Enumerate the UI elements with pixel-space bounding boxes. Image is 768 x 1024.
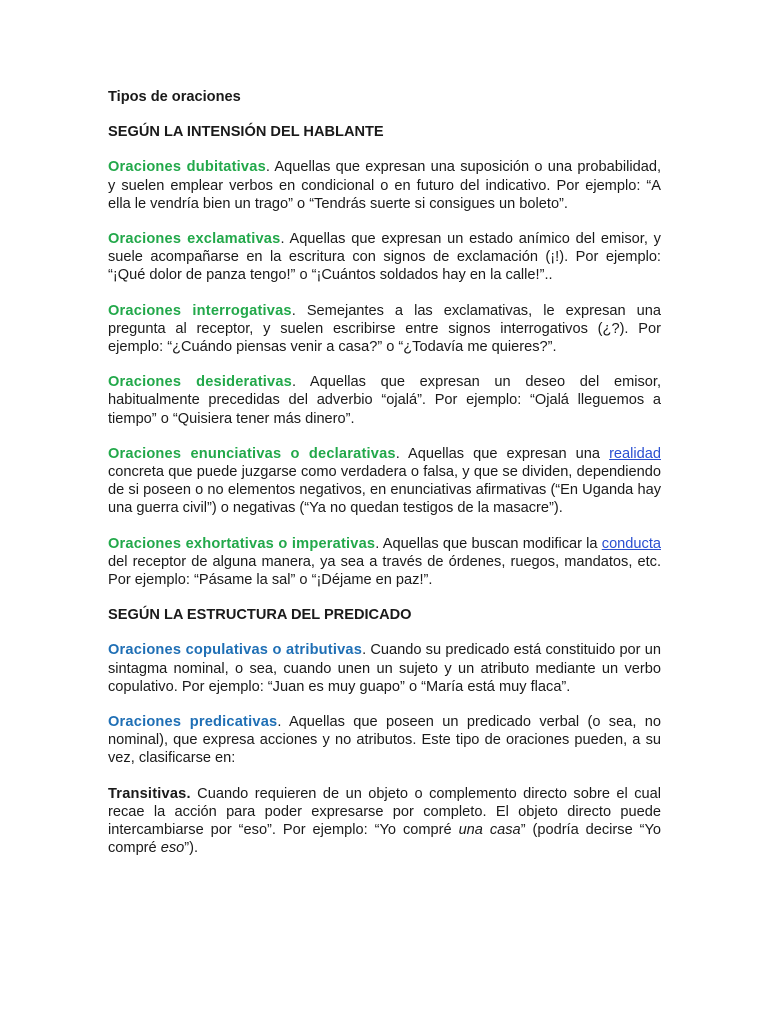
text-exhortativas-a: . Aquellas que buscan modificar la xyxy=(375,535,602,552)
section-heading-intension: SEGÚN LA INTENSIÓN DEL HABLANTE xyxy=(108,124,384,141)
paragraph-predicativas xyxy=(108,713,661,768)
paragraph-interrogativas xyxy=(108,302,661,357)
link-realidad[interactable]: realidad xyxy=(609,445,661,462)
term-exhortativas: Oraciones exhortativas o imperativas xyxy=(108,535,376,552)
document-title: Tipos de oraciones xyxy=(108,89,241,105)
text-interrogativas: . Semejantes a las exclamativas, le expresan una pregunta al receptor, y suelen escribirse entre signos interrogativos (¿?). Por ejemplo: “¿Cuándo piensas venir a casa?” o “¿Todavía me quieres?”. xyxy=(108,302,662,356)
text-enunciativas-a: . Aquellas que expresan una xyxy=(395,445,610,462)
text-exhortativas-b: del receptor de alguna manera, ya sea a través de órdenes, ruegos, mandatos, etc. Por ejemplo: “Pásame la sal” o “¡Déjame en paz!”. xyxy=(108,553,661,589)
paragraph-exhortativas xyxy=(108,535,661,590)
paragraph-desiderativas xyxy=(108,373,661,428)
term-enunciativas: Oraciones enunciativas o declarativas xyxy=(108,445,396,462)
paragraph-copulativas xyxy=(108,641,661,696)
text-desiderativas: . Aquellas que expresan un deseo del emisor, habitualmente precedidas del adverbio “ojalá”. Por ejemplo: “Ojalá lleguemos a tiempo” o “Quisiera tener más dinero”. xyxy=(108,374,661,427)
term-dubitativas: Oraciones dubitativas xyxy=(108,159,266,176)
document-page xyxy=(108,88,661,875)
paragraph-transitivas xyxy=(108,785,661,858)
text-copulativas: . Cuando su predicado está constituido por un sintagma nominal, o sea, cuando unen un sujeto y un atributo mediante un verbo copulativo. Por ejemplo: “Juan es muy guapo” o “María está muy flaca”. xyxy=(108,642,661,695)
text-transitivas-italic-1: una casa xyxy=(458,822,521,839)
term-desiderativas: Oraciones desiderativas xyxy=(108,374,292,391)
text-transitivas-italic-2: eso xyxy=(160,840,185,857)
term-transitivas: Transitivas. xyxy=(108,785,191,802)
paragraph-exclamativas xyxy=(108,230,661,285)
text-predicativas: . Aquellas que poseen un predicado verbal (o sea, no nominal), que expresa acciones y no atributos. Este tipo de oraciones pueden, a su vez, clasificarse en: xyxy=(108,714,661,767)
text-transitivas-b: ” (podría decirse “Yo compré xyxy=(108,822,662,857)
paragraph-enunciativas xyxy=(108,445,661,518)
term-interrogativas: Oraciones interrogativas xyxy=(108,302,292,319)
term-predicativas: Oraciones predicativas xyxy=(108,714,278,731)
section-heading-predicado: SEGÚN LA ESTRUCTURA DEL PREDICADO xyxy=(108,607,412,624)
text-transitivas-a: Cuando requieren de un objeto o complemento directo sobre el cual recae la acción para poder expresarse por completo. El objeto directo puede intercambiarse por “eso”. Por ejemplo: “Yo compré xyxy=(108,785,661,839)
text-enunciativas-b: concreta que puede juzgarse como verdadera o falsa, y que se dividen, dependiendo de si poseen o no elementos negativos, en enunciativas afirmativas (“En Uganda hay una guerra civil”) o negativas (“Ya no quedan testigos de la masacre”). xyxy=(108,464,661,517)
term-copulativas: Oraciones copulativas o atributivas xyxy=(108,642,363,659)
term-exclamativas: Oraciones exclamativas xyxy=(108,231,281,248)
text-transitivas-c: ”). xyxy=(184,840,199,857)
link-conducta[interactable]: conducta xyxy=(601,535,661,552)
text-exclamativas: . Aquellas que expresan un estado anímico del emisor, y suele acompañarse en la escritura con signos de exclamación (¡!). Por ejemplo: “¡Qué dolor de panza tengo!” o “¡Cuántos soldados hay en la calle!”.. xyxy=(108,231,661,284)
text-dubitativas: . Aquellas que expresan una suposición o una probabilidad, y suelen emplear verbos en condicional o en futuro del indicativo. Por ejemplo: “A ella le vendría bien un trago” o “Tendrás suerte si consigues un boleto”. xyxy=(108,159,661,212)
paragraph-dubitativas xyxy=(108,158,661,213)
